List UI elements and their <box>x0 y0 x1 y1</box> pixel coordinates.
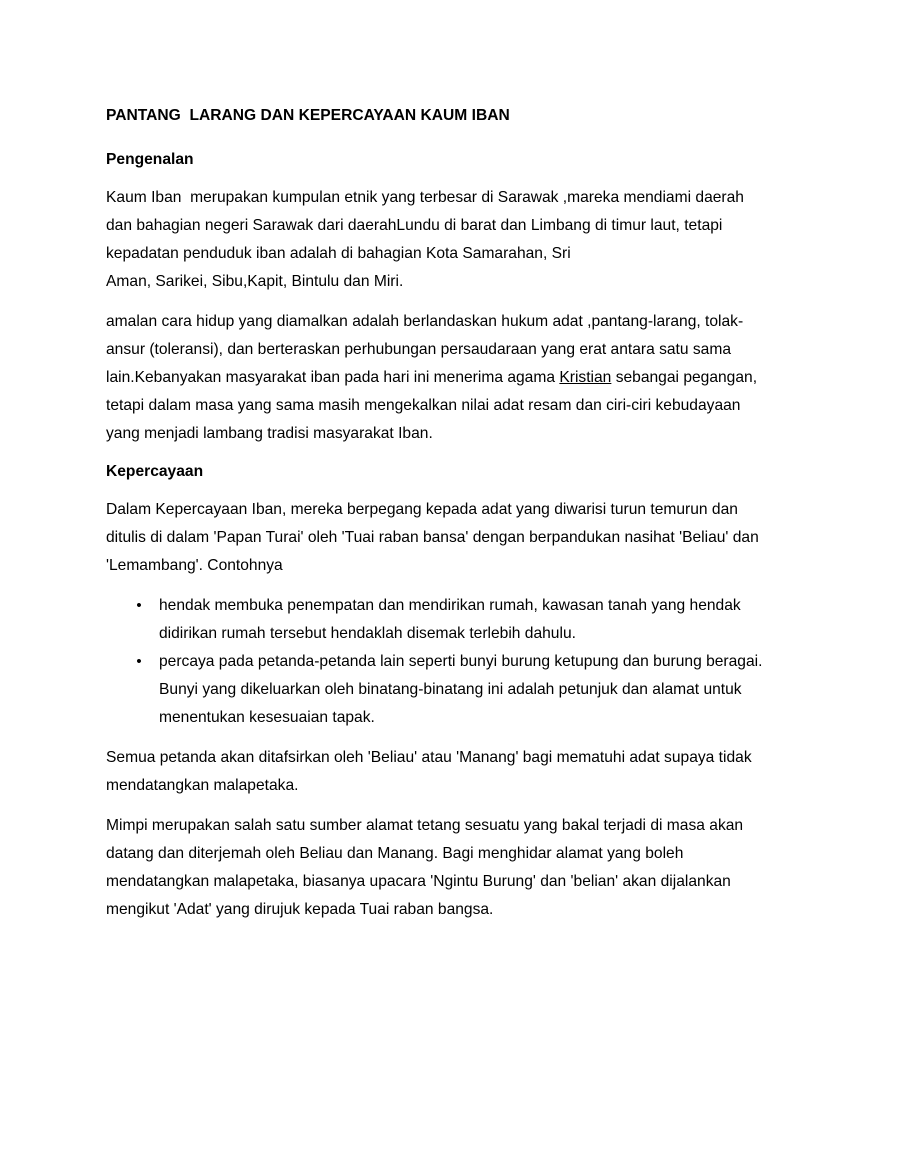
section-heading-pengenalan: Pengenalan <box>106 151 194 168</box>
paragraph-line: ditulis di dalam 'Papan Turai' oleh 'Tuai raban bansa' dengan berpandukan nasihat 'Beliau' dan <box>106 529 759 546</box>
paragraph-line: yang menjadi lambang tradisi masyarakat Iban. <box>106 425 433 442</box>
bullet-icon: • <box>136 597 142 614</box>
list-item-line: didirikan rumah tersebut hendaklah disemak terlebih dahulu. <box>159 625 576 642</box>
document-title: PANTANG LARANG DAN KEPERCAYAAN KAUM IBAN <box>106 107 510 124</box>
paragraph-line: tetapi dalam masa yang sama masih mengekalkan nilai adat resam dan ciri-ciri kebudayaan <box>106 397 741 414</box>
paragraph-line: datang dan diterjemah oleh Beliau dan Manang. Bagi menghidar alamat yang boleh <box>106 845 684 862</box>
bullet-list <box>106 592 786 732</box>
paragraph-line: mendatangkan malapetaka. <box>106 777 299 794</box>
paragraph-text: sebangai pegangan, <box>611 369 758 386</box>
belief-paragraph-3 <box>106 812 786 924</box>
paragraph-line: Aman, Sarikei, Sibu,Kapit, Bintulu dan Miri. <box>106 273 404 290</box>
list-item <box>106 592 786 648</box>
paragraph-line: mengikut 'Adat' yang dirujuk kepada Tuai raban bangsa. <box>106 901 494 918</box>
list-item <box>106 648 786 732</box>
paragraph-line <box>106 364 786 392</box>
belief-paragraph-1 <box>106 496 786 580</box>
intro-paragraph-2 <box>106 308 786 448</box>
list-item-line: hendak membuka penempatan dan mendirikan rumah, kawasan tanah yang hendak <box>159 597 741 614</box>
list-item-line: menentukan kesesuaian tapak. <box>159 709 375 726</box>
paragraph-line: amalan cara hidup yang diamalkan adalah berlandaskan hukum adat ,pantang-larang, tolak- <box>106 313 744 330</box>
paragraph-line: 'Lemambang'. Contohnya <box>106 557 283 574</box>
paragraph-line: ansur (toleransi), dan berteraskan perhubungan persaudaraan yang erat antara satu sama <box>106 341 732 358</box>
paragraph-line: dan bahagian negeri Sarawak dari daerahLundu di barat dan Limbang di timur laut, tetapi <box>106 217 723 234</box>
paragraph-line: kepadatan penduduk iban adalah di bahagian Kota Samarahan, Sri <box>106 245 571 262</box>
bullet-icon: • <box>136 653 142 670</box>
paragraph-line: Mimpi merupakan salah satu sumber alamat tetang sesuatu yang bakal terjadi di masa akan <box>106 817 744 834</box>
paragraph-line: Semua petanda akan ditafsirkan oleh 'Beliau' atau 'Manang' bagi mematuhi adat supaya tidak <box>106 749 752 766</box>
section-heading-kepercayaan: Kepercayaan <box>106 463 204 480</box>
document-body <box>106 104 786 936</box>
paragraph-line: mendatangkan malapetaka, biasanya upacara 'Ngintu Burung' dan 'belian' akan dijalankan <box>106 873 731 890</box>
list-item-line: Bunyi yang dikeluarkan oleh binatang-binatang ini adalah petunjuk dan alamat untuk <box>159 681 742 698</box>
intro-paragraph-1 <box>106 184 786 296</box>
paragraph-line: Kaum Iban merupakan kumpulan etnik yang terbesar di Sarawak ,mareka mendiami daerah <box>106 189 744 206</box>
kristian-link[interactable]: Kristian <box>559 369 612 386</box>
list-item-line: percaya pada petanda-petanda lain seperti bunyi burung ketupung dan burung beragai. <box>159 653 763 670</box>
belief-paragraph-2 <box>106 744 786 800</box>
paragraph-line: Dalam Kepercayaan Iban, mereka berpegang kepada adat yang diwarisi turun temurun dan <box>106 501 738 518</box>
paragraph-text: lain.Kebanyakan masyarakat iban pada hari ini menerima agama <box>106 369 560 386</box>
